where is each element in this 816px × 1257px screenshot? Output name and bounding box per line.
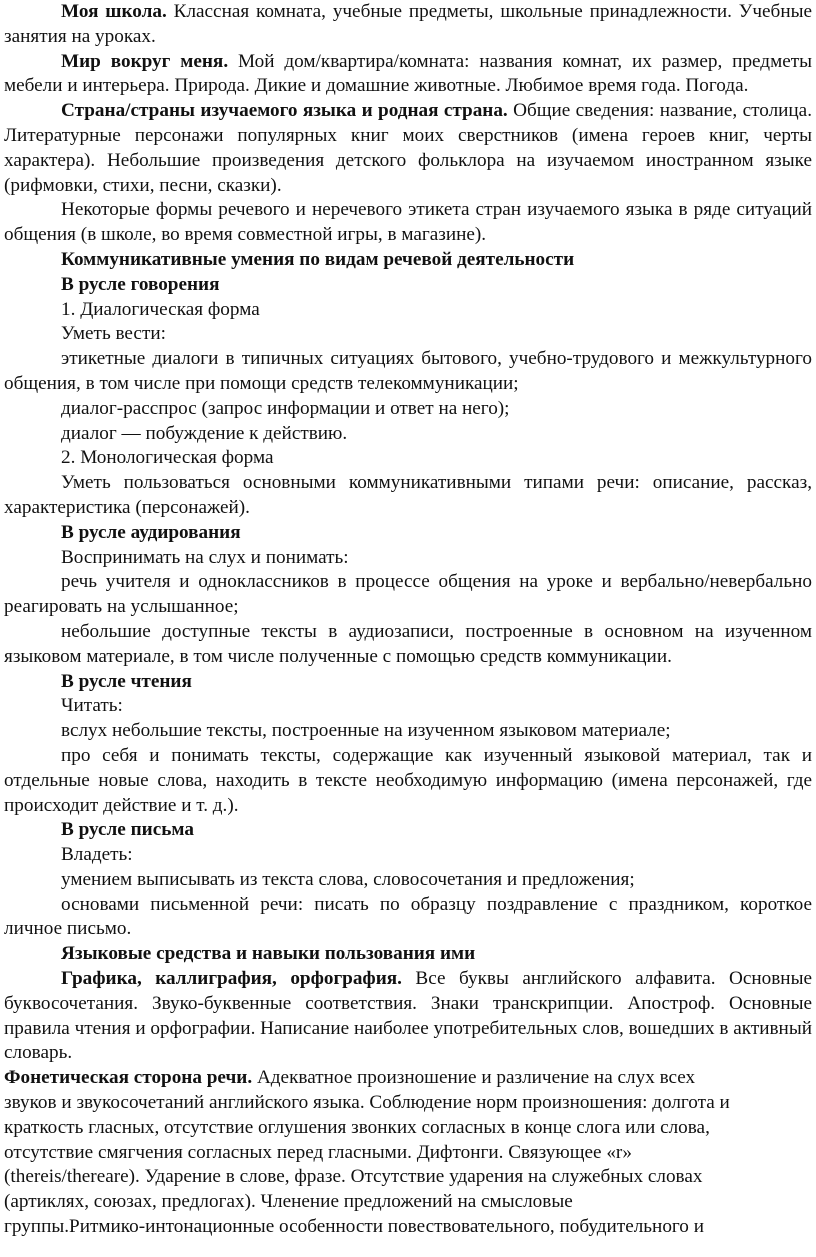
subheading-speaking <box>4 273 812 298</box>
paragraph-dialog-inquiry: диалог-расспрос (запрос информации и ответ на него); <box>61 397 510 419</box>
paragraph-text: Все буквы английского алфавита. Основные буквосочетания. Звуко-буквенные соответствия. Знаки транскрипции. Апостроф. Основные правила чтения и орфографии. Написание наиболее употребительных слов, вошедших в активный словарь. <box>4 968 812 1064</box>
heading-world-around: Мир вокруг меня. <box>61 50 229 72</box>
paragraph-world-around <box>4 50 812 100</box>
paragraph-read: Читать: <box>61 695 123 717</box>
paragraph-written-speech: основами письменной речи: писать по образцу поздравление с праздником, короткое личное письмо. <box>4 893 812 940</box>
paragraph-read-aloud: вслух небольшие тексты, построенные на изученном языковом материале; <box>61 720 671 742</box>
heading-phonetics: Фонетическая сторона речи. <box>4 1067 253 1089</box>
heading-countries: Страна/страны изучаемого языка и родная страна. <box>61 100 508 122</box>
paragraph-etiquette-dialogs: этикетные диалоги в типичных ситуациях бытового, учебно-трудового и межкультурного общения, в том числе при помощи средств телекоммуникации; <box>4 348 812 394</box>
subheading-text: В русле говорения <box>61 273 220 295</box>
phonetics-line: (thereis/thereare). Ударение в слове, фразе. Отсутствие ударения на служебных словах <box>4 1166 703 1188</box>
phonetics-line: краткость гласных, отсутствие оглушения звонких согласных в конце слога или слова, <box>4 1116 710 1138</box>
paragraph-possess: Владеть: <box>61 844 133 866</box>
section-heading-text: Языковые средства и навыки пользования ими <box>61 943 476 965</box>
paragraph-teacher-speech: речь учителя и одноклассников в процессе общения на уроке и вербально/невербально реагировать на услышанное; <box>4 571 812 618</box>
paragraph-graphics <box>4 967 812 1066</box>
section-heading-text: Коммуникативные умения по видам речевой деятельности <box>61 248 575 270</box>
paragraph-my-school <box>4 0 812 50</box>
subheading-writing <box>4 818 812 843</box>
paragraph-able-to-conduct: Уметь вести: <box>61 323 166 345</box>
subheading-text: В русле аудирования <box>61 521 241 543</box>
paragraph-phonetics <box>4 1066 812 1240</box>
paragraph-etiquette: Некоторые формы речевого и неречевого этикета стран изучаемого языка в ряде ситуаций общения (в школе, во время совместной игры, в магазине). <box>4 199 812 246</box>
paragraph-copy-words: умением выписывать из текста слова, словосочетания и предложения; <box>61 868 635 890</box>
phonetics-line: группы.Ритмико-интонационные особенности повествовательного, побудительного и <box>4 1216 704 1238</box>
subheading-listening <box>4 521 812 546</box>
phonetics-line: Адекватное произношение и различение на слух всех <box>252 1067 696 1089</box>
subheading-reading <box>4 670 812 695</box>
paragraph-perceive: Воспринимать на слух и понимать: <box>61 546 349 568</box>
paragraph-audio-texts: небольшие доступные тексты в аудиозаписи, построенные в основном на изученном языковом материале, в том числе полученные с помощью средств коммуникации. <box>4 620 812 667</box>
subheading-text: В русле чтения <box>61 670 192 692</box>
paragraph-speech-types: Уметь пользоваться основными коммуникативными типами речи: описание, рассказ, характеристика (персонажей). <box>4 472 812 518</box>
paragraph-text: Общие сведения: название, столица. Литературные персонажи популярных книг моих сверстников (имена героев книг, черты характера). Небольшие произведения детского фольклора на изучаемом иностранном языке (рифмовки, стихи, песни, сказки). <box>4 100 812 196</box>
phonetics-line: звуков и звукосочетаний английского языка. Соблюдение норм произношения: долгота и <box>4 1092 730 1114</box>
paragraph-countries <box>4 99 812 198</box>
list-item-dialogic: 1. Диалогическая форма <box>61 298 260 320</box>
heading-my-school: Моя школа. <box>61 1 167 22</box>
paragraph-text: Классная комната, учебные предметы, школьные принадлежности. Учебные занятия на уроках. <box>4 1 812 47</box>
list-item-monologic: 2. Монологическая форма <box>61 447 274 469</box>
phonetics-line: (артиклях, союзах, предлогах). Членение предложений на смысловые <box>4 1191 573 1213</box>
section-heading-language-means <box>4 942 812 967</box>
heading-graphics: Графика, каллиграфия, орфография. <box>61 968 402 990</box>
paragraph-read-silently: про себя и понимать тексты, содержащие как изученный языковой материал, так и отдельные новые слова, находить в тексте необходимую информацию (имена персонажей, где происходит действие и т. д.). <box>4 744 812 816</box>
subheading-text: В русле письма <box>61 819 194 841</box>
phonetics-line: отсутствие смягчения согласных перед гласными. Дифтонги. Связующее «r» <box>4 1141 632 1163</box>
paragraph-text: Мой дом/квартира/комната: названия комнат, их размер, предметы мебели и интерьера. Природа. Дикие и домашние животные. Любимое время года. Погода. <box>4 50 813 97</box>
section-heading-communicative <box>4 248 812 273</box>
paragraph-dialog-motivation: диалог — побуждение к действию. <box>61 422 348 444</box>
